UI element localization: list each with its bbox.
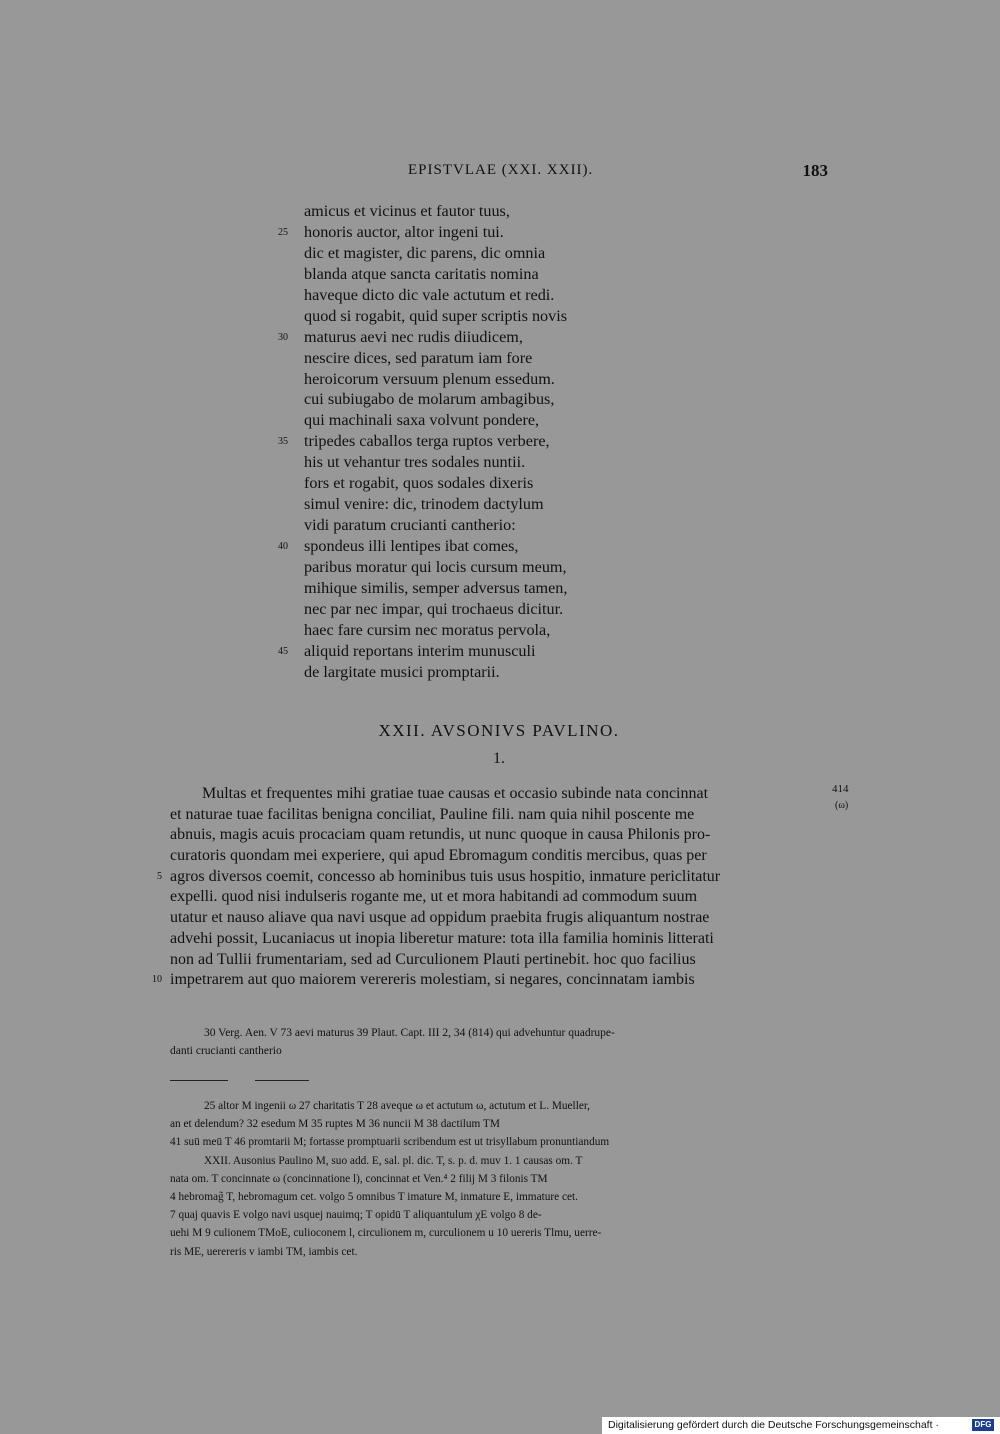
prose-text: advehi possit, Lucaniacus ut inopia liberetur mature: tota illa familia hominis litterati xyxy=(170,929,714,947)
apparatus-line: 7 quaj quavis E volgo navi usquej nauimq; T opidū T aliquantulum χE volgo 8 de- xyxy=(170,1209,542,1222)
footer-credit-text: Digitalisierung gefördert durch die Deutsche Forschungsgemeinschaft · xyxy=(608,1419,939,1431)
verse-text: spondeus illi lentipes ibat comes, xyxy=(304,537,519,555)
verse-text: nec par nec impar, qui trochaeus dicitur. xyxy=(304,599,564,618)
apparatus-line: 25 altor M ingenii ω 27 charitatis T 28 aveque ω et actutum ω, actutum et L. Mueller, xyxy=(204,1100,590,1112)
verse-text: paribus moratur qui locis cursum meum, xyxy=(304,557,567,576)
verse-line xyxy=(170,327,830,348)
testimonia-apparatus xyxy=(170,1024,830,1060)
verse-text: maturus aevi nec rudis diiudicem, xyxy=(304,327,523,346)
prose-text: Multas et frequentes mihi gratiae tuae causas et occasio subinde nata concinnat xyxy=(202,785,709,802)
verse-line xyxy=(170,306,830,327)
verse-text: nescire dices, sed paratum iam fore xyxy=(304,348,533,367)
verse-text: haveque dicto dic vale actutum et redi. xyxy=(304,285,555,304)
prose-text: abnuis, magis acuis procaciam quam retundis, ut nunc quoque in causa Philonis pro- xyxy=(170,826,711,844)
prose-line xyxy=(157,866,828,887)
apparatus-line: nata om. T concinnate ω (concinnatione l), concinnat et Ven.⁴ 2 filij M 3 filonis TM xyxy=(170,1172,548,1185)
verse-text: his ut vehantur tres sodales nuntii. xyxy=(304,453,526,472)
verse-text: vidi paratum crucianti cantherio: xyxy=(304,516,516,535)
verse-line xyxy=(170,662,830,683)
verse-line xyxy=(170,389,830,410)
verse-text: cui subiugabo de molarum ambagibus, xyxy=(304,390,555,409)
verse-text: honoris auctor, altor ingeni tui. xyxy=(304,222,504,241)
prose-line xyxy=(170,845,828,866)
verse-line xyxy=(170,431,830,452)
verse-line xyxy=(170,285,830,306)
prose-block xyxy=(152,783,828,990)
verse-line xyxy=(170,494,830,515)
testimonia-line: 30 Verg. Aen. V 73 aevi maturus 39 Plaut. Capt. III 2, 34 (814) qui advehuntur quadrupe- xyxy=(204,1027,615,1039)
prose-text: expelli. quod nisi indulseris rogante me, ut et mora habitandi ad commodum suum xyxy=(170,888,698,906)
verse-text: de largitate musici promptarii. xyxy=(304,662,500,681)
prose-line xyxy=(170,824,828,845)
digitization-footer xyxy=(602,1417,1000,1434)
line-number: 5 xyxy=(157,870,162,882)
verse-text: dic et magister, dic parens, dic omnia xyxy=(304,243,546,262)
verse-block xyxy=(170,201,830,683)
verse-line xyxy=(170,222,830,243)
verse-text: fors et rogabit, quos sodales dixeris xyxy=(304,474,534,493)
apparatus-line: XXII. Ausonius Paulino M, suo add. E, sal. pl. dic. T, s. p. d. muv 1. 1 causas om. T xyxy=(204,1154,583,1167)
verse-line xyxy=(170,599,830,620)
verse-line xyxy=(170,473,830,494)
apparatus-line: uehi M 9 culionem TMoE, culioconem l, circulionem m, curculionem u 10 uereris Tlmu, uerre- xyxy=(170,1227,602,1240)
verse-text: heroicorum versuum plenum essedum. xyxy=(304,369,555,388)
prose-line xyxy=(152,969,828,990)
verse-text: blanda atque sancta caritatis nomina xyxy=(304,264,539,283)
prose-line xyxy=(170,928,828,949)
margin-page-reference: 414 xyxy=(832,783,849,795)
verse-text: quod si rogabit, quid super scriptis novis xyxy=(304,306,568,325)
verse-line xyxy=(170,452,830,473)
running-head xyxy=(170,162,828,184)
verse-line xyxy=(170,557,830,578)
line-number: 25 xyxy=(278,226,288,238)
verse-line xyxy=(170,201,830,222)
verse-line xyxy=(170,410,830,431)
apparatus-line: 41 suū meū T 46 promtarii M; fortasse promptuarii scribendum est ut trisyllabum pronuntiandum xyxy=(170,1136,610,1149)
testimonia-line: danti crucianti cantherio xyxy=(170,1045,282,1057)
verse-text: qui machinali saxa volvunt pondere, xyxy=(304,411,540,430)
prose-text: utatur et nauso aliave qua navi usque ad oppidum praebita frugis aliquantum nostrae xyxy=(170,909,710,927)
prose-line xyxy=(170,783,828,804)
line-number: 10 xyxy=(152,974,162,986)
verse-line xyxy=(170,369,830,390)
verse-line xyxy=(170,578,830,599)
prose-line xyxy=(170,907,828,928)
line-number: 45 xyxy=(278,645,288,657)
prose-line xyxy=(170,804,828,825)
verse-text: tripedes caballos terga ruptos verbere, xyxy=(304,432,550,451)
verse-line xyxy=(170,620,830,641)
prose-text: impetrarem aut quo maiorem verereris molestiam, si negares, concinnatam iambis xyxy=(170,971,695,989)
apparatus-line: ris ME, uerereris v iambi TM, iambis cet. xyxy=(170,1245,358,1258)
prose-text: agros diversos coemit, concesso ab hominibus tuis usus hospitio, inmature periclitatur xyxy=(170,867,721,885)
verse-line xyxy=(170,243,830,264)
dfg-logo: DFG xyxy=(972,1419,994,1431)
verse-line xyxy=(170,536,830,557)
section-subheading: 1. xyxy=(493,750,505,767)
line-number: 30 xyxy=(278,331,288,343)
verse-line xyxy=(170,515,830,536)
prose-text: non ad Tullii frumentariam, sed ad Curculionem Plauti pertinebit. hoc quo facilius xyxy=(170,950,696,968)
prose-line xyxy=(170,886,828,907)
prose-text: et naturae tuae facilitas benigna conciliat, Pauline fili. nam quia nihil poscente me xyxy=(170,805,695,823)
verse-text: mihique similis, semper adversus tamen, xyxy=(304,578,568,597)
prose-text: curatoris quondam mei experiere, qui apud Ebromagum conditis mercibus, quas per xyxy=(170,847,707,865)
critical-apparatus xyxy=(170,1097,830,1261)
verse-text: aliquid reportans interim munusculi xyxy=(304,641,536,660)
line-number: 40 xyxy=(278,541,288,552)
verse-line xyxy=(170,348,830,369)
line-number: 35 xyxy=(278,436,288,448)
apparatus-line: 4 hebromag̃ T, hebromagum cet. volgo 5 omnibus T imature M, inmature E, immature cet. xyxy=(170,1190,578,1203)
section-heading: XXII. AVSONIVS PAVLINO. xyxy=(378,721,620,740)
prose-line xyxy=(170,949,828,970)
verse-text: amicus et vicinus et fautor tuus, xyxy=(304,202,510,220)
verse-text: haec fare cursim nec moratus pervola, xyxy=(304,620,551,639)
page-number: 183 xyxy=(802,161,828,180)
verse-line xyxy=(170,264,830,285)
apparatus-line: an et delendum? 32 esedum M 35 ruptes M 36 nuncii M 38 dactilum TM xyxy=(170,1118,500,1131)
running-head-title: EPISTVLAE (XXI. XXII). xyxy=(408,162,594,178)
verse-line xyxy=(170,641,830,662)
verse-text: simul venire: dic, trinodem dactylum xyxy=(304,495,544,514)
margin-siglum: (ω) xyxy=(835,800,849,811)
